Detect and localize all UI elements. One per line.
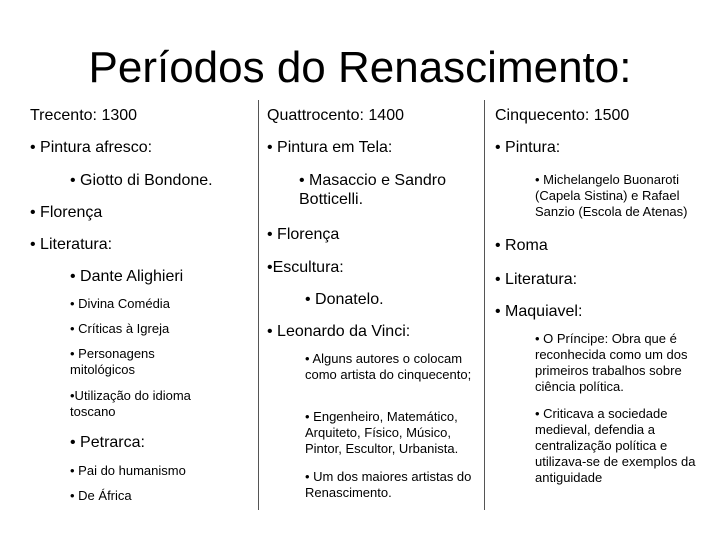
bullet-item: • Literatura: — [495, 271, 578, 288]
bullet-item: • Divina Comédia — [70, 296, 170, 311]
bullet-item: • Pintura: — [495, 139, 561, 156]
column-trecento — [30, 100, 244, 510]
bullet-item: • Giotto di Bondone. — [70, 172, 213, 189]
bullet-item: • Michelangelo Buonaroti (Capela Sistina) e Rafael Sanzio (Escola de Atenas) — [535, 172, 688, 219]
bullet-item: • Pintura em Tela: — [267, 139, 393, 156]
bullet-item: • Pintura afresco: — [30, 139, 153, 156]
bullet-item: • Florença — [267, 226, 340, 243]
bullet-item: • Um dos maiores artistas do Renascimento. — [305, 469, 472, 500]
bullet-item: • Literatura: — [30, 236, 113, 253]
bullet-item: • Personagens mitológicos — [70, 346, 155, 377]
bullet-item: • De África — [70, 488, 132, 503]
bullet-item: • O Príncipe: Obra que é reconhecida como um dos primeiros trabalhos sobre ciência política. — [535, 331, 688, 394]
bullet-item: • Dante Alighieri — [70, 268, 184, 285]
column-heading: Quattrocento: 1400 — [267, 107, 404, 124]
bullet-item: •Escultura: — [267, 259, 344, 276]
bullet-item: • Criticava a sociedade medieval, defendia a centralização política e utilizava-se de exemplos da antiguidade — [535, 406, 696, 485]
column-quattrocento — [258, 100, 483, 510]
bullet-item: • Pai do humanismo — [70, 463, 186, 478]
bullet-item: • Donatelo. — [305, 291, 384, 308]
slide-title: Períodos do Renascimento: — [88, 43, 632, 92]
bullet-item: • Florença — [30, 204, 103, 221]
bullet-item: • Masaccio e Sandro Botticelli. — [299, 172, 447, 208]
bullet-item: • Alguns autores o colocam como artista do cinquecento; — [305, 351, 472, 382]
bullet-item: • Petrarca: — [70, 434, 145, 451]
bullet-item: • Roma — [495, 237, 548, 254]
bullet-item: • Engenheiro, Matemático, Arquiteto, Físico, Músico, Pintor, Escultor, Urbanista. — [305, 409, 459, 456]
bullet-item: • Críticas à Igreja — [70, 321, 170, 336]
bullet-item: • Maquiavel: — [495, 303, 583, 320]
bullet-item: •Utilização do idioma toscano — [70, 388, 191, 419]
column-heading: Cinquecento: 1500 — [495, 107, 630, 124]
column-cinquecento — [484, 100, 720, 510]
bullet-item: • Leonardo da Vinci: — [267, 323, 411, 340]
column-heading: Trecento: 1300 — [30, 107, 138, 124]
